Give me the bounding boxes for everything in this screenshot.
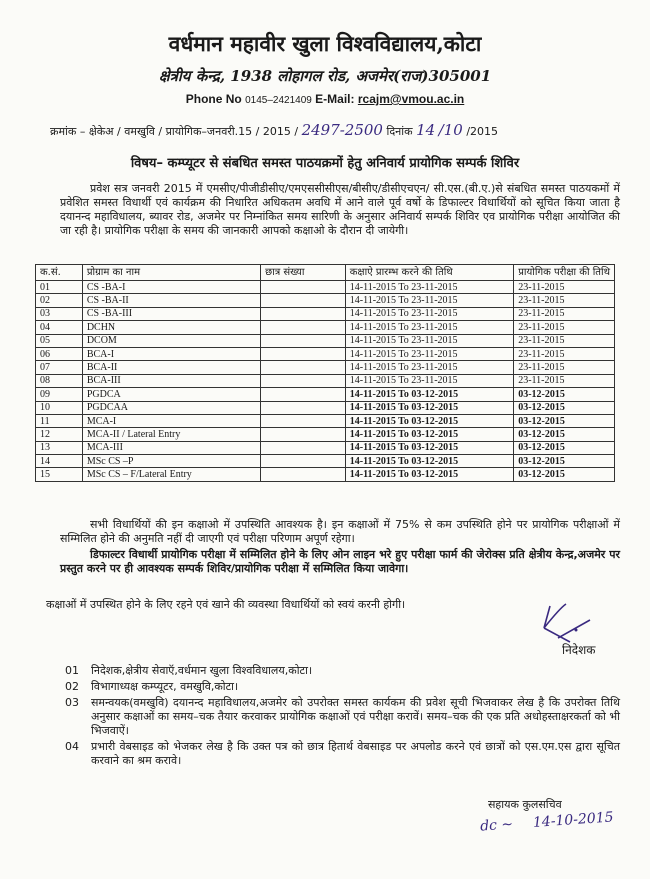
- cell-exam-date: 03-12-2015: [514, 401, 615, 414]
- cell-program: CS -BA-I: [82, 281, 260, 294]
- cell-serial: 09: [36, 388, 83, 401]
- reference-prefix: क्रमांक – क्षेकेअ / वमखुवि / प्रायोगिक–जनवरी.15 / 2015 /: [50, 125, 299, 138]
- copy-to-item: [65, 740, 620, 768]
- copy-to-number: 03: [65, 696, 79, 709]
- cell-class-dates: 14-11-2015 To 03-12-2015: [345, 401, 513, 414]
- cell-serial: 12: [36, 428, 83, 441]
- table-row: [36, 401, 615, 414]
- table-row: [36, 347, 615, 360]
- cell-exam-date: 23-11-2015: [514, 307, 615, 320]
- cell-program: BCA-I: [82, 347, 260, 360]
- contact-line: [0, 92, 650, 106]
- cell-class-dates: 14-11-2015 To 23-11-2015: [345, 347, 513, 360]
- cell-students: [261, 455, 346, 468]
- signature-date: 14-10-2015: [532, 809, 615, 831]
- cell-serial: 05: [36, 334, 83, 347]
- assistant-registrar-signature: dc ~ 14-10-2015: [479, 809, 615, 835]
- handwritten-date-month: 10: [443, 121, 463, 139]
- subject-line: विषय– कम्प्यूटर से संबधित समस्त पाठयक्रमों हेतु अनिवार्य प्रायोगिक सम्पर्क शिविर: [130, 156, 520, 171]
- cell-serial: 08: [36, 374, 83, 387]
- header-program: प्रोग्राम का नाम: [82, 265, 260, 281]
- copy-to-item: [65, 696, 620, 738]
- cell-class-dates: 14-11-2015 To 03-12-2015: [345, 455, 513, 468]
- accommodation-paragraph: कक्षाओं में उपस्थित होने के लिए रहने एवं खाने की व्यवस्था विधार्थियों को स्वयं करनी होगी।: [46, 598, 406, 611]
- table-row: [36, 361, 615, 374]
- cell-students: [261, 281, 346, 294]
- table-row: [36, 374, 615, 387]
- intro-paragraph: प्रवेश सत्र जनवरी 2015 में एमसीए/पीजीडीसीए/एमएससीसीएस/बीसीए/डीसीएचएन/ सी.एस.(बी.ए.)से संबधित समस्त पाठयकमों में प्रवेशित समस्त विधार्थी एवं कार्यक्रम की निधारित अधिकतम अवधि में आने वाले पूर्व वर्षो के डिफाल्टर विधार्थियों को सूचित किया जाता है दयानन्द महाविधालय, ब्यावर रोड, अजमेर पर निम्नांकित समय सारिणी के अनुसार अनिवार्य सम्पर्क शिविर एव प्रायोगिक परीक्षा आयोजित की जा रही है। प्रायोगिक परीक्षा के समय की जानकारी आपको कक्षाओ के दौरान दी जायेगी।: [60, 182, 620, 237]
- table-row: [36, 321, 615, 334]
- cell-program: MSc CS – F/Lateral Entry: [82, 468, 260, 481]
- cell-serial: 06: [36, 347, 83, 360]
- header-class-dates: कक्षाऐ प्रारम्भ करने की तिथि: [345, 265, 513, 281]
- cell-exam-date: 23-11-2015: [514, 321, 615, 334]
- table-row: [36, 388, 615, 401]
- cell-class-dates: 14-11-2015 To 23-11-2015: [345, 334, 513, 347]
- cell-exam-date: 23-11-2015: [514, 281, 615, 294]
- cell-class-dates: 14-11-2015 To 23-11-2015: [345, 307, 513, 320]
- header-exam-date: प्रायोगिक परीक्षा की तिथि: [514, 265, 615, 281]
- cell-program: DCOM: [82, 334, 260, 347]
- table-row: [36, 307, 615, 320]
- table-header-row: [36, 265, 615, 281]
- cell-exam-date: 23-11-2015: [514, 294, 615, 307]
- table-row: [36, 441, 615, 454]
- cell-exam-date: 03-12-2015: [514, 414, 615, 427]
- cell-exam-date: 23-11-2015: [514, 347, 615, 360]
- assistant-registrar-title: सहायक कुलसचिव: [488, 798, 562, 811]
- cell-students: [261, 468, 346, 481]
- cell-program: MCA-II / Lateral Entry: [82, 428, 260, 441]
- cell-exam-date: 23-11-2015: [514, 374, 615, 387]
- cell-serial: 14: [36, 455, 83, 468]
- handwritten-reference-number: 2497-2500: [301, 121, 383, 139]
- phone-number: 0145–2421409: [245, 95, 312, 106]
- cell-program: BCA-III: [82, 374, 260, 387]
- table-row: [36, 428, 615, 441]
- cell-class-dates: 14-11-2015 To 23-11-2015: [345, 281, 513, 294]
- cell-class-dates: 14-11-2015 To 03-12-2015: [345, 441, 513, 454]
- cell-program: MCA-I: [82, 414, 260, 427]
- cell-class-dates: 14-11-2015 To 03-12-2015: [345, 414, 513, 427]
- cell-serial: 15: [36, 468, 83, 481]
- copy-to-number: 02: [65, 680, 79, 693]
- table-row: [36, 334, 615, 347]
- handwritten-date-day: 14: [416, 121, 436, 139]
- table-row: [36, 281, 615, 294]
- cell-program: CS -BA-III: [82, 307, 260, 320]
- cell-students: [261, 307, 346, 320]
- cell-students: [261, 428, 346, 441]
- cell-students: [261, 388, 346, 401]
- cell-program: CS -BA-II: [82, 294, 260, 307]
- table-row: [36, 455, 615, 468]
- copy-to-text: समन्वयक(वमखुवि) दयानन्द महाविधालय,अजमेर को उपरोक्त समस्त कार्यकम की प्रवेश सूची भिजवाकर लेख है कि उपरोक्त तिथि अनुसार कक्षाओं का समय–चक तैयार करवाकर प्रायोगिक कक्षाओं एवं परीक्षा करावें। समय–चक की एक प्रति अधोहस्ताक्षरकर्ता को भी भिजवाऐं।: [91, 696, 620, 737]
- table-row: [36, 468, 615, 481]
- copy-to-number: 04: [65, 740, 79, 753]
- table-row: [36, 294, 615, 307]
- cell-serial: 11: [36, 414, 83, 427]
- cell-class-dates: 14-11-2015 To 23-11-2015: [345, 321, 513, 334]
- copy-to-text: निदेशक,क्षेत्रीय सेवाऍ,वर्धमान खुला विश्वविधालय,कोटा।: [91, 664, 313, 677]
- cell-class-dates: 14-11-2015 To 03-12-2015: [345, 468, 513, 481]
- cell-program: PGDCA: [82, 388, 260, 401]
- cell-serial: 01: [36, 281, 83, 294]
- cell-exam-date: 03-12-2015: [514, 468, 615, 481]
- phone-label: Phone No: [185, 92, 242, 106]
- copy-to-number: 01: [65, 664, 79, 677]
- cell-exam-date: 03-12-2015: [514, 441, 615, 454]
- cell-students: [261, 347, 346, 360]
- email-label: E-Mail:: [315, 92, 355, 106]
- cell-serial: 02: [36, 294, 83, 307]
- cell-students: [261, 334, 346, 347]
- table-row: [36, 414, 615, 427]
- cell-exam-date: 03-12-2015: [514, 455, 615, 468]
- date-label: दिनांक: [386, 125, 413, 138]
- cell-class-dates: 14-11-2015 To 23-11-2015: [345, 294, 513, 307]
- table-body: [36, 281, 615, 482]
- cell-program: DCHN: [82, 321, 260, 334]
- header-students: छात्र संख्या: [261, 265, 346, 281]
- defaulter-paragraph: डिफाल्टर विधार्थी प्रायोगिक परीक्षा में सम्मिलित होने के लिए ओन लाइन भरे हुए परीक्षा फार्म की जेरोक्स प्रति क्षेत्रीय केन्द्र,अजमेर पर प्रस्तुत करने पर ही आवश्यक सम्पर्क शिविर/प्रायोगिक परीक्षा में सम्मिलित किया जावेगा।: [60, 548, 620, 575]
- cell-class-dates: 14-11-2015 To 23-11-2015: [345, 374, 513, 387]
- cell-class-dates: 14-11-2015 To 03-12-2015: [345, 388, 513, 401]
- copy-to-item: [65, 680, 620, 694]
- director-title: निदेशक: [562, 643, 596, 657]
- cell-exam-date: 03-12-2015: [514, 388, 615, 401]
- copy-to-item: [65, 664, 620, 678]
- cell-serial: 03: [36, 307, 83, 320]
- cell-students: [261, 414, 346, 427]
- cell-class-dates: 14-11-2015 To 23-11-2015: [345, 361, 513, 374]
- date-year: /2015: [466, 125, 499, 138]
- cell-students: [261, 374, 346, 387]
- cell-students: [261, 294, 346, 307]
- university-name: वर्धमान महावीर खुला विश्वविद्यालय,कोटा: [168, 31, 482, 56]
- cell-students: [261, 321, 346, 334]
- cell-serial: 13: [36, 441, 83, 454]
- cell-serial: 10: [36, 401, 83, 414]
- cell-program: MCA-III: [82, 441, 260, 454]
- copy-to-text: विभागाध्यक्ष कम्प्यूटर, वमखुवि,कोटा।: [91, 680, 239, 693]
- attendance-paragraph: सभी विधार्थियों की इन कक्षाओ में उपस्थिति आवश्यक है। इन कक्षाओं में 75% से कम उपस्थिति होने पर प्रायोगिक परीक्षाओं में सम्मिलित होने की अनुमति नहीं दी जाएगी एवं परीक्षा परिणाम अपूर्ण रहेगा।: [60, 518, 620, 545]
- cell-students: [261, 401, 346, 414]
- cell-program: BCA-II: [82, 361, 260, 374]
- cell-program: PGDCAA: [82, 401, 260, 414]
- cell-program: MSc CS –P: [82, 455, 260, 468]
- regional-centre-address: क्षेत्रीय केन्द्र, 1938 लोहागल रोड, अजमेर(राज)305001: [158, 67, 492, 85]
- reference-line: क्रमांक – क्षेकेअ / वमखुवि / प्रायोगिक–जनवरी.15 / 2015 / 2497-2500 दिनांक 14 /10 /2015: [50, 121, 499, 139]
- header-serial: क.सं.: [36, 265, 83, 281]
- cell-exam-date: 03-12-2015: [514, 428, 615, 441]
- cell-exam-date: 23-11-2015: [514, 334, 615, 347]
- copy-to-text: प्रभारी वेबसाइड को भेजकर लेख है कि उक्त पत्र को छात्र हितार्थ वेबसाइड पर अपलोड करने एवं छात्रों को एस.एम.एस द्वारा सूचित करवाने का श्रम करावे।: [91, 740, 620, 767]
- email-address: rcajm@vmou.ac.in: [357, 92, 465, 106]
- cell-class-dates: 14-11-2015 To 03-12-2015: [345, 428, 513, 441]
- copy-to-list: [65, 664, 620, 770]
- schedule-table: [35, 264, 615, 482]
- cell-serial: 07: [36, 361, 83, 374]
- cell-serial: 04: [36, 321, 83, 334]
- cell-students: [261, 441, 346, 454]
- cell-students: [261, 361, 346, 374]
- cell-exam-date: 23-11-2015: [514, 361, 615, 374]
